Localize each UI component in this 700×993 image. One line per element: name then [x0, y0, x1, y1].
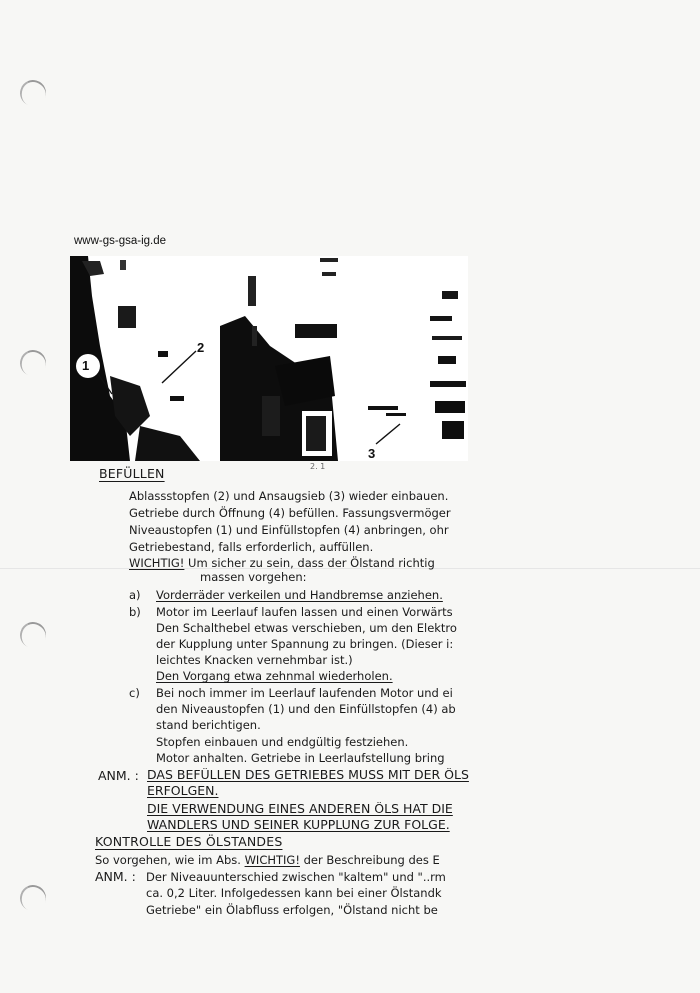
item-b-line: Den Schalthebel etwas verschieben, um den Elektro: [156, 621, 457, 635]
wichtig-text-continued: massen vorgehen:: [200, 570, 307, 584]
punch-hole: [16, 618, 49, 651]
item-b-line: der Kupplung unter Spannung zu bringen. (Dieser i:: [156, 637, 454, 651]
kontrolle-intro: [95, 853, 471, 867]
punch-hole: [16, 881, 49, 914]
item-marker-b: b): [129, 605, 141, 619]
callout-1: 1: [82, 358, 90, 373]
anm-label: ANM. :: [98, 768, 139, 783]
callout-2: 2: [197, 340, 205, 355]
anm-line: Der Niveauunterschied zwischen "kaltem" und "..rm: [146, 870, 446, 884]
source-url: www-gs-gsa-ig.de: [74, 235, 167, 247]
item-c-line: Bei noch immer im Leerlauf laufenden Motor und ei: [156, 686, 453, 700]
anm-line: ca. 0,2 Liter. Infolgedessen kann bei einer Ölstandk: [146, 886, 442, 900]
callout-3: 3: [368, 446, 376, 461]
wichtig-line: [129, 556, 471, 570]
item-b-line: leichtes Knacken vernehmbar ist.): [156, 653, 353, 667]
section-heading-kontrolle: KONTROLLE DES ÖLSTANDES: [95, 834, 283, 849]
anm-caps-line: WANDLERS UND SEINER KUPPLUNG ZUR FOLGE.: [147, 818, 450, 832]
paragraph-line: Getriebe durch Öffnung (4) befüllen. Fassungsvermöger: [129, 506, 451, 520]
item-b-line: Motor im Leerlauf laufen lassen und einen Vorwärts: [156, 605, 453, 619]
punch-hole: [16, 76, 49, 109]
item-marker-c: c): [129, 686, 140, 700]
paragraph-line: Niveaustopfen (1) und Einfüllstopfen (4) anbringen, ohr: [129, 523, 449, 537]
wichtig-text: Um sicher zu sein, dass der Ölstand richtig: [184, 556, 435, 570]
item-b-line-repeat: Den Vorgang etwa zehnmal wiederholen.: [156, 669, 393, 683]
anm-caps-line: ERFOLGEN.: [147, 784, 219, 798]
item-c-line: stand berichtigen.: [156, 718, 261, 732]
anm-caps-line: DAS BEFÜLLEN DES GETRIEBES MUSS MIT DER ÖLS: [147, 768, 469, 782]
wichtig-label: WICHTIG!: [129, 556, 185, 570]
item-c-line: Motor anhalten. Getriebe in Leerlaufstellung bring: [156, 751, 445, 765]
paragraph-line: Ablassstopfen (2) und Ansaugsieb (3) wieder einbauen.: [129, 489, 449, 503]
item-c-line: Stopfen einbauen und endgültig festziehen.: [156, 735, 409, 749]
punch-hole: [16, 346, 49, 379]
anm-caps-line: DIE VERWENDUNG EINES ANDEREN ÖLS HAT DIE: [147, 802, 453, 816]
item-a-text: Vorderräder verkeilen und Handbremse anziehen.: [156, 588, 443, 602]
intro-wichtig: WICHTIG!: [244, 853, 300, 867]
anm-line: Getriebe" ein Ölabfluss erfolgen, "Ölstand nicht be: [146, 903, 438, 917]
section-heading-befuellen: BEFÜLLEN: [99, 466, 165, 481]
figure-caption-fragment: 2. 1: [310, 462, 326, 471]
intro-text-end: der Beschreibung des E: [299, 853, 440, 867]
paragraph-line: Getriebestand, falls erforderlich, auffüllen.: [129, 540, 374, 554]
anm-label: ANM. :: [95, 869, 136, 884]
transmission-photo: [70, 256, 468, 461]
item-marker-a: a): [129, 588, 141, 602]
photo-graphic: [70, 256, 468, 461]
intro-text: So vorgehen, wie im Abs.: [95, 853, 245, 867]
item-c-line: den Niveaustopfen (1) und den Einfüllstopfen (4) ab: [156, 702, 456, 716]
